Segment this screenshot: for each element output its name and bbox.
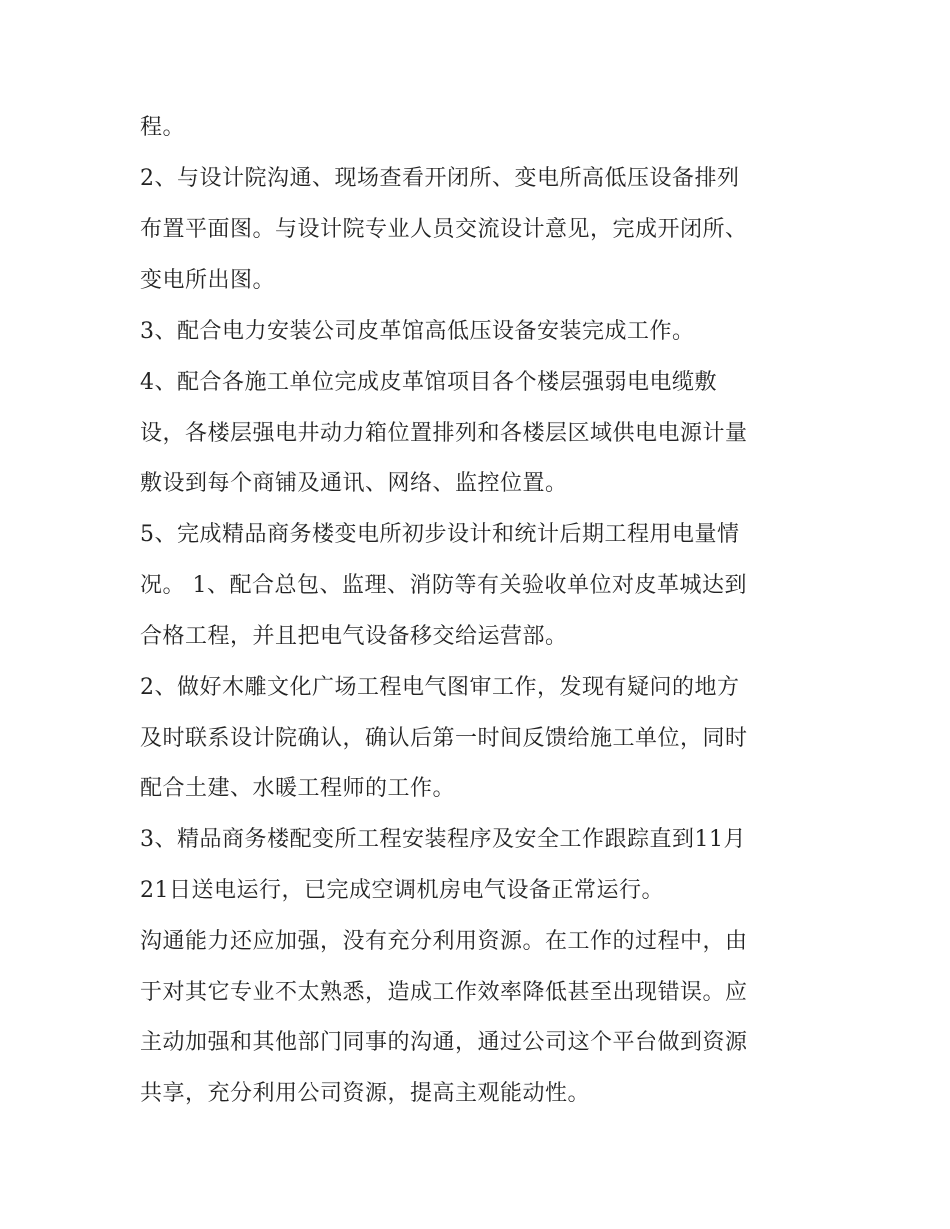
text-line: 布置平面图。与设计院专业人员交流设计意见，完成开闭所、: [140, 217, 748, 242]
text-line: 沟通能力还应加强，没有充分利用资源。在工作的过程中，由: [140, 929, 748, 954]
text-line: 设，各楼层强电井动力箱位置排列和各楼层区域供电电源计量: [140, 421, 748, 446]
text-line: 共享，充分利用公司资源，提高主观能动性。: [140, 1081, 591, 1106]
text-line: 21日送电运行，已完成空调机房电气设备正常运行。: [140, 878, 664, 903]
text-line: 及时联系设计院确认，确认后第一时间反馈给施工单位，同时: [140, 726, 748, 751]
text-line: 配合土建、水暖工程师的工作。: [140, 776, 456, 801]
text-line: 2、与设计院沟通、现场查看开闭所、变电所高低压设备排列: [140, 166, 740, 191]
text-line: 4、配合各施工单位完成皮革馆项目各个楼层强弱电电缆敷: [140, 370, 717, 395]
text-line: 敷设到每个商铺及通讯、网络、监控位置。: [140, 471, 568, 496]
text-line: 3、精品商务楼配变所工程安装程序及安全工作跟踪直到11月: [140, 827, 746, 852]
text-line: 5、完成精品商务楼变电所初步设计和统计后期工程用电量情: [140, 522, 740, 547]
text-line: 于对其它专业不太熟悉，造成工作效率降低甚至出现错误。应: [140, 980, 748, 1005]
text-line: 3、配合电力安装公司皮革馆高低压设备安装完成工作。: [140, 319, 695, 344]
text-line: 况。 1、配合总包、监理、消防等有关验收单位对皮革城达到: [140, 573, 747, 598]
text-line: 合格工程，并且把电气设备移交给运营部。: [140, 624, 568, 649]
text-line: 2、做好木雕文化广场工程电气图审工作，发现有疑问的地方: [140, 675, 740, 700]
text-line: 变电所出图。: [140, 268, 276, 293]
text-line: 程。: [140, 115, 186, 140]
text-line: 主动加强和其他部门同事的沟通，通过公司这个平台做到资源: [140, 1030, 748, 1055]
